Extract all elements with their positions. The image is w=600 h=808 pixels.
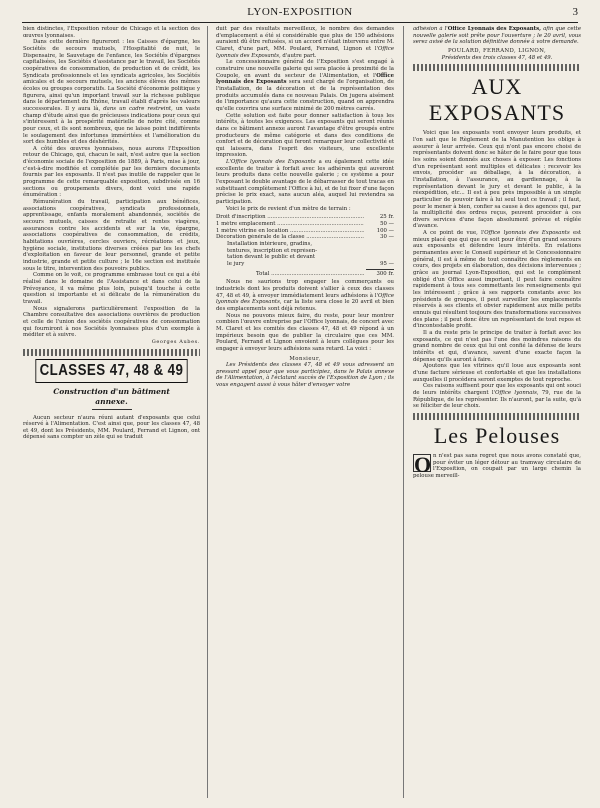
author-signature: Georges Aubes. <box>151 338 200 345</box>
article-paragraph: Nous ne pouvons mieux faire, du reste, pour leur montrer combien l'œuvre entreprise par l'Office lyonnais, de concert avec M. Claret et les comités des classes 47, 48 et 49 répond à un impérieux besoin que de publier la circulaire que ces MM. Poulard, Ferrand et Lignon envoient à leurs collègues pour les engager à envoyer leurs adhésions sans retard. La voici : <box>216 312 394 352</box>
price-row: Décoration générale de la classe ..... 30 — <box>216 234 394 241</box>
price-total-row: Total ..... 300 fr. <box>216 271 394 278</box>
page-number: 3 <box>572 6 578 18</box>
price-row: 1 mètre emplacement ..... 50 — <box>216 221 394 228</box>
letter-text: Les Présidents des classes 47, 48 et 49 vous adressent un pressant appel pour que vous participiez, dans le Palais annexe de l'Alimentation, à l'éclatant succès de l'Exposition de Lyon ; ils vous engagent aussi à vous hâter d'envoyer votre <box>216 362 394 389</box>
column-rule-2 <box>403 26 404 798</box>
article-paragraph: L'Office lyonnais des Exposants a eu également cette idée excellente de traiter à forfait avec les adhérents qui auveront leurs produits dans cette nouvelle galerie ; ce système a pour l'exposant le double avantage de le débarrasser de tout tracas en substituant complètement l'Office à lui, et de lui fixer d'une façon précise le prix exact, sans aucun aléa, auquel lui reviendra sa participation. <box>216 159 394 206</box>
subheading-rule <box>92 409 132 410</box>
ornamental-divider <box>413 413 581 420</box>
article-paragraph: Il a du reste pris le principe de traiter à forfait avec les exposants, ce qui n'est pas l'une des moindres raisons du grand nombre de ceux qui lui ont confié la défense de leurs intérêts et qui, d'avance, savent d'une exacte façon la dépense qu'ils auront à faire. <box>413 329 581 363</box>
letter-signers: POULARD, FERRAND, LIGNON, <box>447 47 547 54</box>
article-paragraph: O n n'est pas sans regret que nous avons constaté que, pour éviter un léger détour au tramway circulaire de l'Exposition, on coupait par un large chemin la pelouse merveill- <box>413 451 581 479</box>
sum-rule <box>366 269 394 270</box>
article-paragraph: A ce point de vue, l'Office lyonnais des Exposants est mieux placé que qui que ce soit pour être d'un grand secours aux exposants et défendre leurs intérêts. En relations permanentes avec le Conseil supérieur et le Concessionnaire général, il est à même de tout connaître des règlements en cours, des projets en élaboration, des décisions intervenues ; grâce au journal Lyon-Exposition, qui est le complément obligé d'un Office aussi important, il peut faire connaître rapidement à tous ses commettants les renseignements qui les intéressent ; grâce à ses rapports constants avec les présidents de groupes, il peut surveiller les emplacements réservés à ses clients et obvier rapidement aux mille petits ennuis qui résultent toujours des transformations successives des plans ; il peut donc être un représentant de tout repos et d'incontestable profit. <box>413 230 581 330</box>
article-paragraph: Ces raisons suffisent pour que les exposants qui ont souci de leurs intérêts chargent l'Office lyonnais, 79, rue de la République, de les représenter. Ils n'auront, par la suite, qu'à se féliciter de leur choix. <box>413 383 581 410</box>
price-row: Droit d'inscription ..... 25 fr. <box>216 214 394 221</box>
letter-signers-role: Présidents des trois classes 47, 48 et 49. <box>441 54 553 61</box>
column-2 <box>216 26 394 800</box>
article-paragraph: Cette solution est faite pour donner satisfaction à tous les intérêts, à toutes les exigences. Les exposants qui seront réunis dans ce bâtiment annexe auront l'avantage d'être groupés entre producteurs de même catégorie et dans des conditions de confort et de décoration qui feront remarquer leur collectivité et qui laissera, dans l'esprit des visiteurs, une excellente impression. <box>216 112 394 159</box>
article-paragraph: Comme on le voit, ce programme embrasse tout ce qui a été réalisé dans le domaine de l'Assistance et dans celui de la Prévoyance, il va même plus loin, puisqu'il touche à cette question si importante et si délicate de la rémunération du travail. <box>23 272 200 305</box>
article-paragraph: Ajoutons que les vitrines qu'il loue aux exposants sont d'une facture sérieuse et confortable et que les installations auxquelles il procédera seront exemptes de tout reproche. <box>413 363 581 383</box>
column-1 <box>23 26 200 800</box>
newspaper-title: LYON-EXPOSITION <box>247 6 353 18</box>
price-table <box>216 214 394 277</box>
article-paragraph: A côté des œuvres lyonnaises, nous aurons l'Exposition retour de Chicago, qui, chacun le sait, n'est autre que la section d'économie sociale de l'exposition de 1889, à Paris, mise à jour, c'est-à-dire modifiée et complétée par les derniers documents fournis par les exposants. Il n'est pas inutile de rappeler que le programme de cette remarquable exposition, subdivisée en 16 sections ou groupements divers, dont voici une rapide énumération : <box>23 145 200 199</box>
price-row-multiline: Installation intérieure, gradins, <box>227 241 313 247</box>
article-paragraph: Aucun secteur n'aura réuni autant d'exposants que celui réservé à l'Alimentation. C'est ainsi que, pour les classes 47, 48 et 49, dont les Présidents, MM. Poulard, Ferrand et Lignon, ont dépensé sans compter un zèle qui se traduit <box>23 414 200 441</box>
column-rule-1 <box>207 26 208 798</box>
section-title: AUX EXPOSANTS <box>428 74 566 126</box>
section-subheading-2: annexe. <box>95 396 128 406</box>
article-paragraph: Le concessionnaire général de l'Exposition s'est engagé à construire une nouvelle galerie qui sera placée à proximité de la Coupole, en avant du secteur de l'Alimentation, et l'Office lyonnais des Exposants sera seul chargé de l'organisation, de l'installation, de la décoration et de la représentation des produits accumulés dans ce nouveau Palais. On jugera aisément de l'importance qu'aura cette construction, quand on apprendra qu'elle couvrira une surface minimé de 200 mètres carrés. <box>216 59 394 112</box>
price-row-multiline: tentures, inscription et représen- <box>227 247 317 254</box>
article-paragraph: Voici que les exposants vont envoyer leurs produits, et l'on sait que le Règlement de la Manutention les oblige à assurer à leur arrivée. Ceux qui n'ont pas encore choisi de représentants doivent donc se hâter de le faire pour que tous les soins soient donnés aux choses à exposer. Les fonctions d'un représentant sont multiples et délicates : recevoir les envois, procéder au déballage, à la décoration, à l'installation, à l'assurance, au gardiennage, à la représentation devant le jury et devant le public, à la réexpédition, etc... Il est à peu près impossible à un simple particulier de pouvoir faire à lui seul tout ce travail ; il faut, pour le mener à bien, confier sa cause à des agences qui, par la multiplicité des ordres reçus, peuvent procéder à ces divers services d'une façon absolument prévue et réglée d'avance. <box>413 130 581 230</box>
letter-text: adhésion à l'Office Lyonnais des Exposants, afin que cette nouvelle galerie soit prête pour l'ouverture ; le 20 avril, vous serez avisé de la solution définitive donnée à votre demande. <box>413 26 581 46</box>
letter-salutation: Monsieur, <box>289 355 321 362</box>
article-paragraph: Dans cette dernière figureront : les Caisses d'épargne, les Sociétés de secours mutuels, l'Hospitalité de nuit, le Dispensaire, le Sauvetage de l'enfance, les Sociétés d'épargnes capitalisées, les Sociétés d'assistance par le travail, les Sociétés coopératives de consommation, de production et de crédit, les Syndicats professionnels et les syndicats agricoles, les Sociétés amicales et de secours mutuels, les anciens élèves des mêmes écoles ou groupes corporatifs. La Société d'économie politique y figurera, ainsi qu'un important travail sur la richesse publique dans le département du Rhône, travail établi d'après les valeurs successorales. Il y aura là, dans un cadre restreint, un vaste champ d'étude ainsi que de précieuses indications pour ceux qui s'intéressent à la prospérité matérielle de notre cité, comme pour ceux, et ils sont nombreux, que ne laisse point indifférents le soulagement des infortunes imméritées et l'amélioration du sort des humbles et des déshérités. <box>23 39 200 146</box>
drop-cap: O <box>414 451 432 477</box>
article-paragraph: Voici le prix de revient d'un mètre de terrain : <box>226 205 351 212</box>
column-3 <box>413 26 581 800</box>
article-paragraph: Rémunération du travail, participation aux bénéfices, associations coopératives, syndicats professionnels, apprentissage, enfants moralement abandonnés, sociétés de secours mutuels, caisses de retraite et rentes viagères, assurances contre les accidents et sur la vie, épargne, associations coopératives de consommation, de crédits, habitations ouvrières, cercles ouvriers, récréations et jeux, hygiène sociale, institutions diverses créées par les les chefs d'exploitation en faveur de leur personnel, grande et petite industrie, grande et petite culture ; le 16e section est instituée sous le titre, intervention des pouvoirs publics. <box>23 199 200 272</box>
section-subheading: Construction d'un bâtiment <box>53 386 170 396</box>
article-paragraph: Nous signalerons particulièrement l'exposition de la Chambre consultative des associations ouvrières de production et celle de l'union des sociétés coopératives de consommation qui fourniront à nos Sociétés lyonnaises plus d'un exemple à méditer et à suivre. <box>23 305 200 339</box>
article-paragraph: duit par des résultats merveilleux, le nombre des demandes d'emplacement a été si considérable que plus de 150 adhésions auraient dû être refusées, si un accord n'était intervenu entre M. Claret, d'une part, MM. Poulard, Ferrand, Lignon et l'Office lyonnais des Exposants, d'autre part. <box>216 26 394 59</box>
price-row-multiline: le jury 95 — <box>227 260 394 267</box>
ornamental-divider <box>413 64 581 71</box>
ornamental-divider <box>23 349 200 356</box>
price-row-multiline: tation devant le public et devant <box>227 254 315 261</box>
section-banner: CLASSES 47, 48 & 49 <box>35 359 187 383</box>
article-paragraph: bien distinctes, l'Exposition retour de Chicago et la section des œuvres lyonnaises. <box>23 26 200 39</box>
article-paragraph: Nous ne saurions trop engager les commerçants ou industriels dont les produits doivent s'allier à ceux des classes 47, 48 et 49, à envoyer immédiatement leurs adhésions à l'Office lyonnais des Exposants, car la liste sera close le 20 avril et bien des emplacements sont déjà retenus. <box>216 279 394 312</box>
section-title: Les Pelouses <box>433 422 561 448</box>
page-header <box>22 4 578 23</box>
price-row: 1 mètre vitrine en location ..... 100 — <box>216 228 394 235</box>
